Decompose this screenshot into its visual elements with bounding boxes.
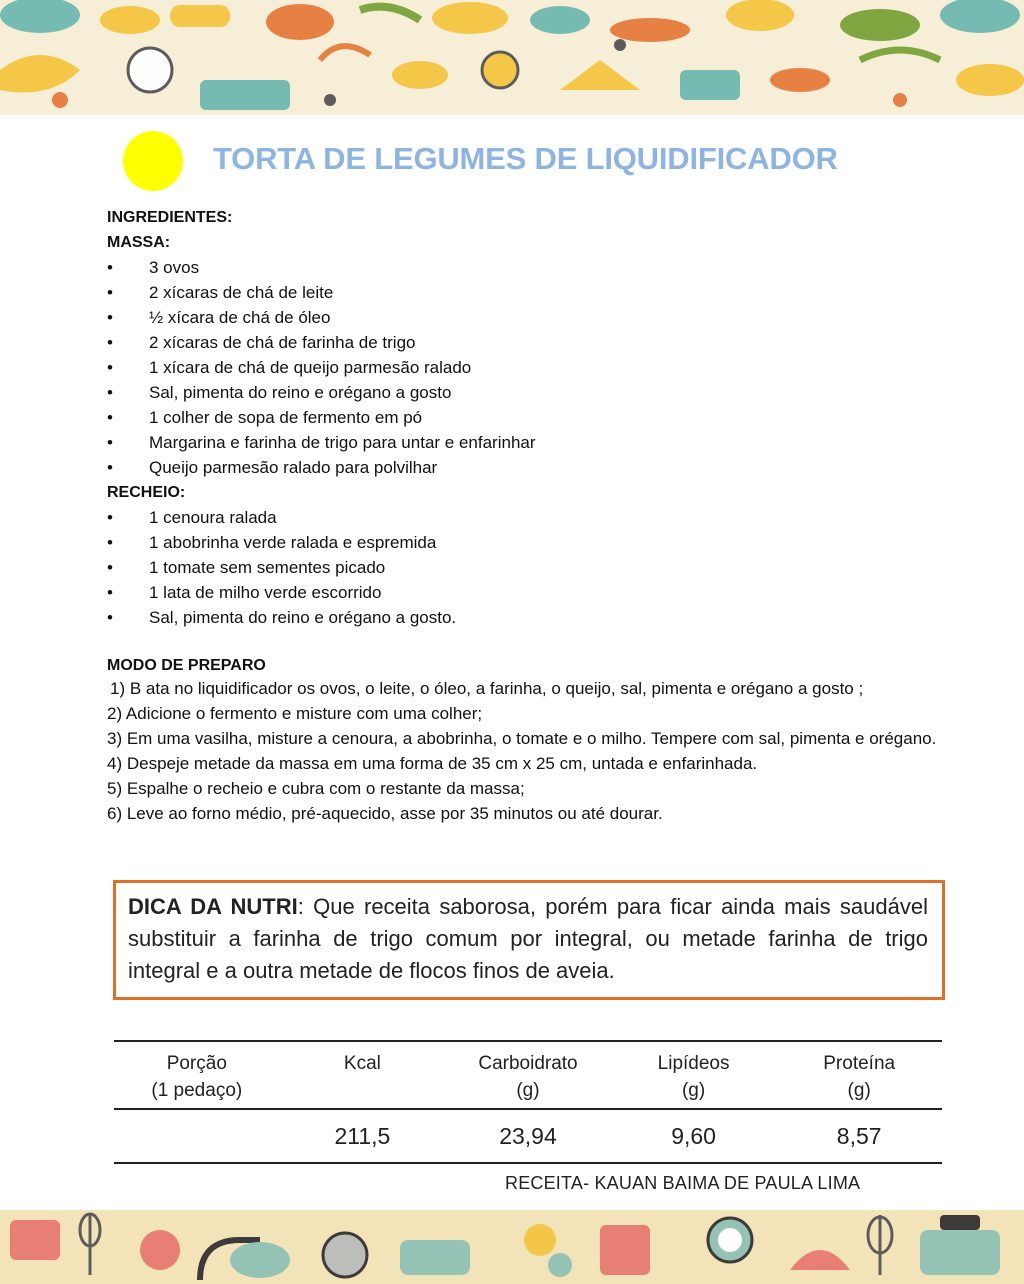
header-line: (g): [847, 1080, 871, 1101]
header-line: Carboidrato: [478, 1053, 578, 1074]
recheio-list: [107, 505, 957, 630]
step-item: 3) Em uma vasilha, misture a cenoura, a abobrinha, o tomate e o milho. Tempere com sal, pimenta e orégano.: [107, 729, 937, 748]
header-line: Kcal: [343, 1053, 381, 1074]
recipe-title: TORTA DE LEGUMES DE LIQUIDIFICADOR: [213, 141, 838, 176]
step-item: 2) Adicione o fermento e misture com uma colher;: [107, 704, 483, 723]
value-cell-kcal: 211,5: [334, 1122, 391, 1149]
nutri-tip-box: [113, 880, 945, 1000]
list-item: • Margarina e farinha de trigo para untar e enfarinhar: [107, 430, 957, 455]
massa-list: [107, 255, 957, 480]
header-cell-kcal: [280, 1042, 446, 1108]
top-decorative-banner: [0, 0, 1024, 115]
list-item: • Sal, pimenta do reino e orégano a gosto: [107, 380, 957, 405]
header-line: Proteína: [823, 1053, 896, 1074]
step-item: 4) Despeje metade da massa em uma forma de 35 cm x 25 cm, untada e enfarinhada.: [107, 754, 758, 773]
preparo-steps: [107, 678, 957, 824]
list-item: • 3 ovos: [107, 255, 957, 280]
tip-label: DICA DA NUTRI: [128, 894, 298, 919]
list-item: • 1 colher de sopa de fermento em pó: [107, 405, 957, 430]
list-item: • 1 xícara de chá de queijo parmesão ralado: [107, 355, 957, 380]
massa-heading: MASSA:: [107, 234, 171, 251]
nutrition-values-row: [114, 1110, 942, 1162]
step-item: 6) Leve ao forno médio, pré-aquecido, asse por 35 minutos ou até dourar.: [107, 804, 663, 823]
list-item: • 2 xícaras de chá de farinha de trigo: [107, 330, 957, 355]
value-cell-lipideos: 9,60: [671, 1122, 716, 1149]
header-line: (g): [516, 1080, 540, 1101]
header-line: Porção: [166, 1053, 227, 1074]
ingredients-heading: INGREDIENTES:: [107, 209, 233, 226]
bottom-decorative-banner: [0, 1210, 1024, 1284]
header-line: Lipídeos: [657, 1053, 730, 1074]
header-cell-porcao: [114, 1042, 280, 1108]
list-item: • 1 cenoura ralada: [107, 505, 957, 530]
list-item: • 2 xícaras de chá de leite: [107, 280, 957, 305]
header-line: (1 pedaço): [151, 1080, 243, 1101]
nutrition-header-row: [114, 1042, 942, 1110]
list-item: • 1 tomate sem sementes picado: [107, 555, 957, 580]
recipe-body: [107, 205, 957, 828]
header-cell-proteina: [776, 1042, 942, 1108]
header-cell-carboidrato: [445, 1042, 611, 1108]
list-item: • 1 abobrinha verde ralada e espremida: [107, 530, 957, 555]
tip-text: : Que receita saborosa, porém para ficar ainda mais saudável substituir a farinha de trigo comum por integral, ou metade farinha de trigo integral e a outra metade de flocos finos de aveia.: [128, 894, 928, 983]
list-item: • 1 lata de milho verde escorrido: [107, 580, 957, 605]
list-item: • Queijo parmesão ralado para polvilhar: [107, 455, 957, 480]
list-item: • ½ xícara de chá de óleo: [107, 305, 957, 330]
header-line: (g): [681, 1080, 706, 1101]
kitchen-pattern-bottom: [0, 1210, 1024, 1284]
recheio-heading: RECHEIO:: [107, 484, 186, 501]
step-item: 5) Espalhe o recheio e cubra com o restante da massa;: [107, 779, 525, 798]
value-cell-carboidrato: 23,94: [499, 1122, 557, 1149]
header-cell-lipideos: [611, 1042, 777, 1108]
preparo-heading: MODO DE PREPARO: [107, 657, 266, 674]
list-item: • Sal, pimenta do reino e orégano a gosto.: [107, 605, 957, 630]
title-bullet-circle: [123, 131, 183, 191]
nutrition-table: [114, 1040, 942, 1164]
recipe-credit: RECEITA- KAUAN BAIMA DE PAULA LIMA: [505, 1173, 861, 1193]
kitchen-pattern-top: [0, 0, 1024, 115]
step-item: 1) B ata no liquidificador os ovos, o leite, o óleo, a farinha, o queijo, sal, pimenta e orégano a gosto ;: [110, 679, 864, 698]
value-cell-proteina: 8,57: [836, 1122, 882, 1149]
